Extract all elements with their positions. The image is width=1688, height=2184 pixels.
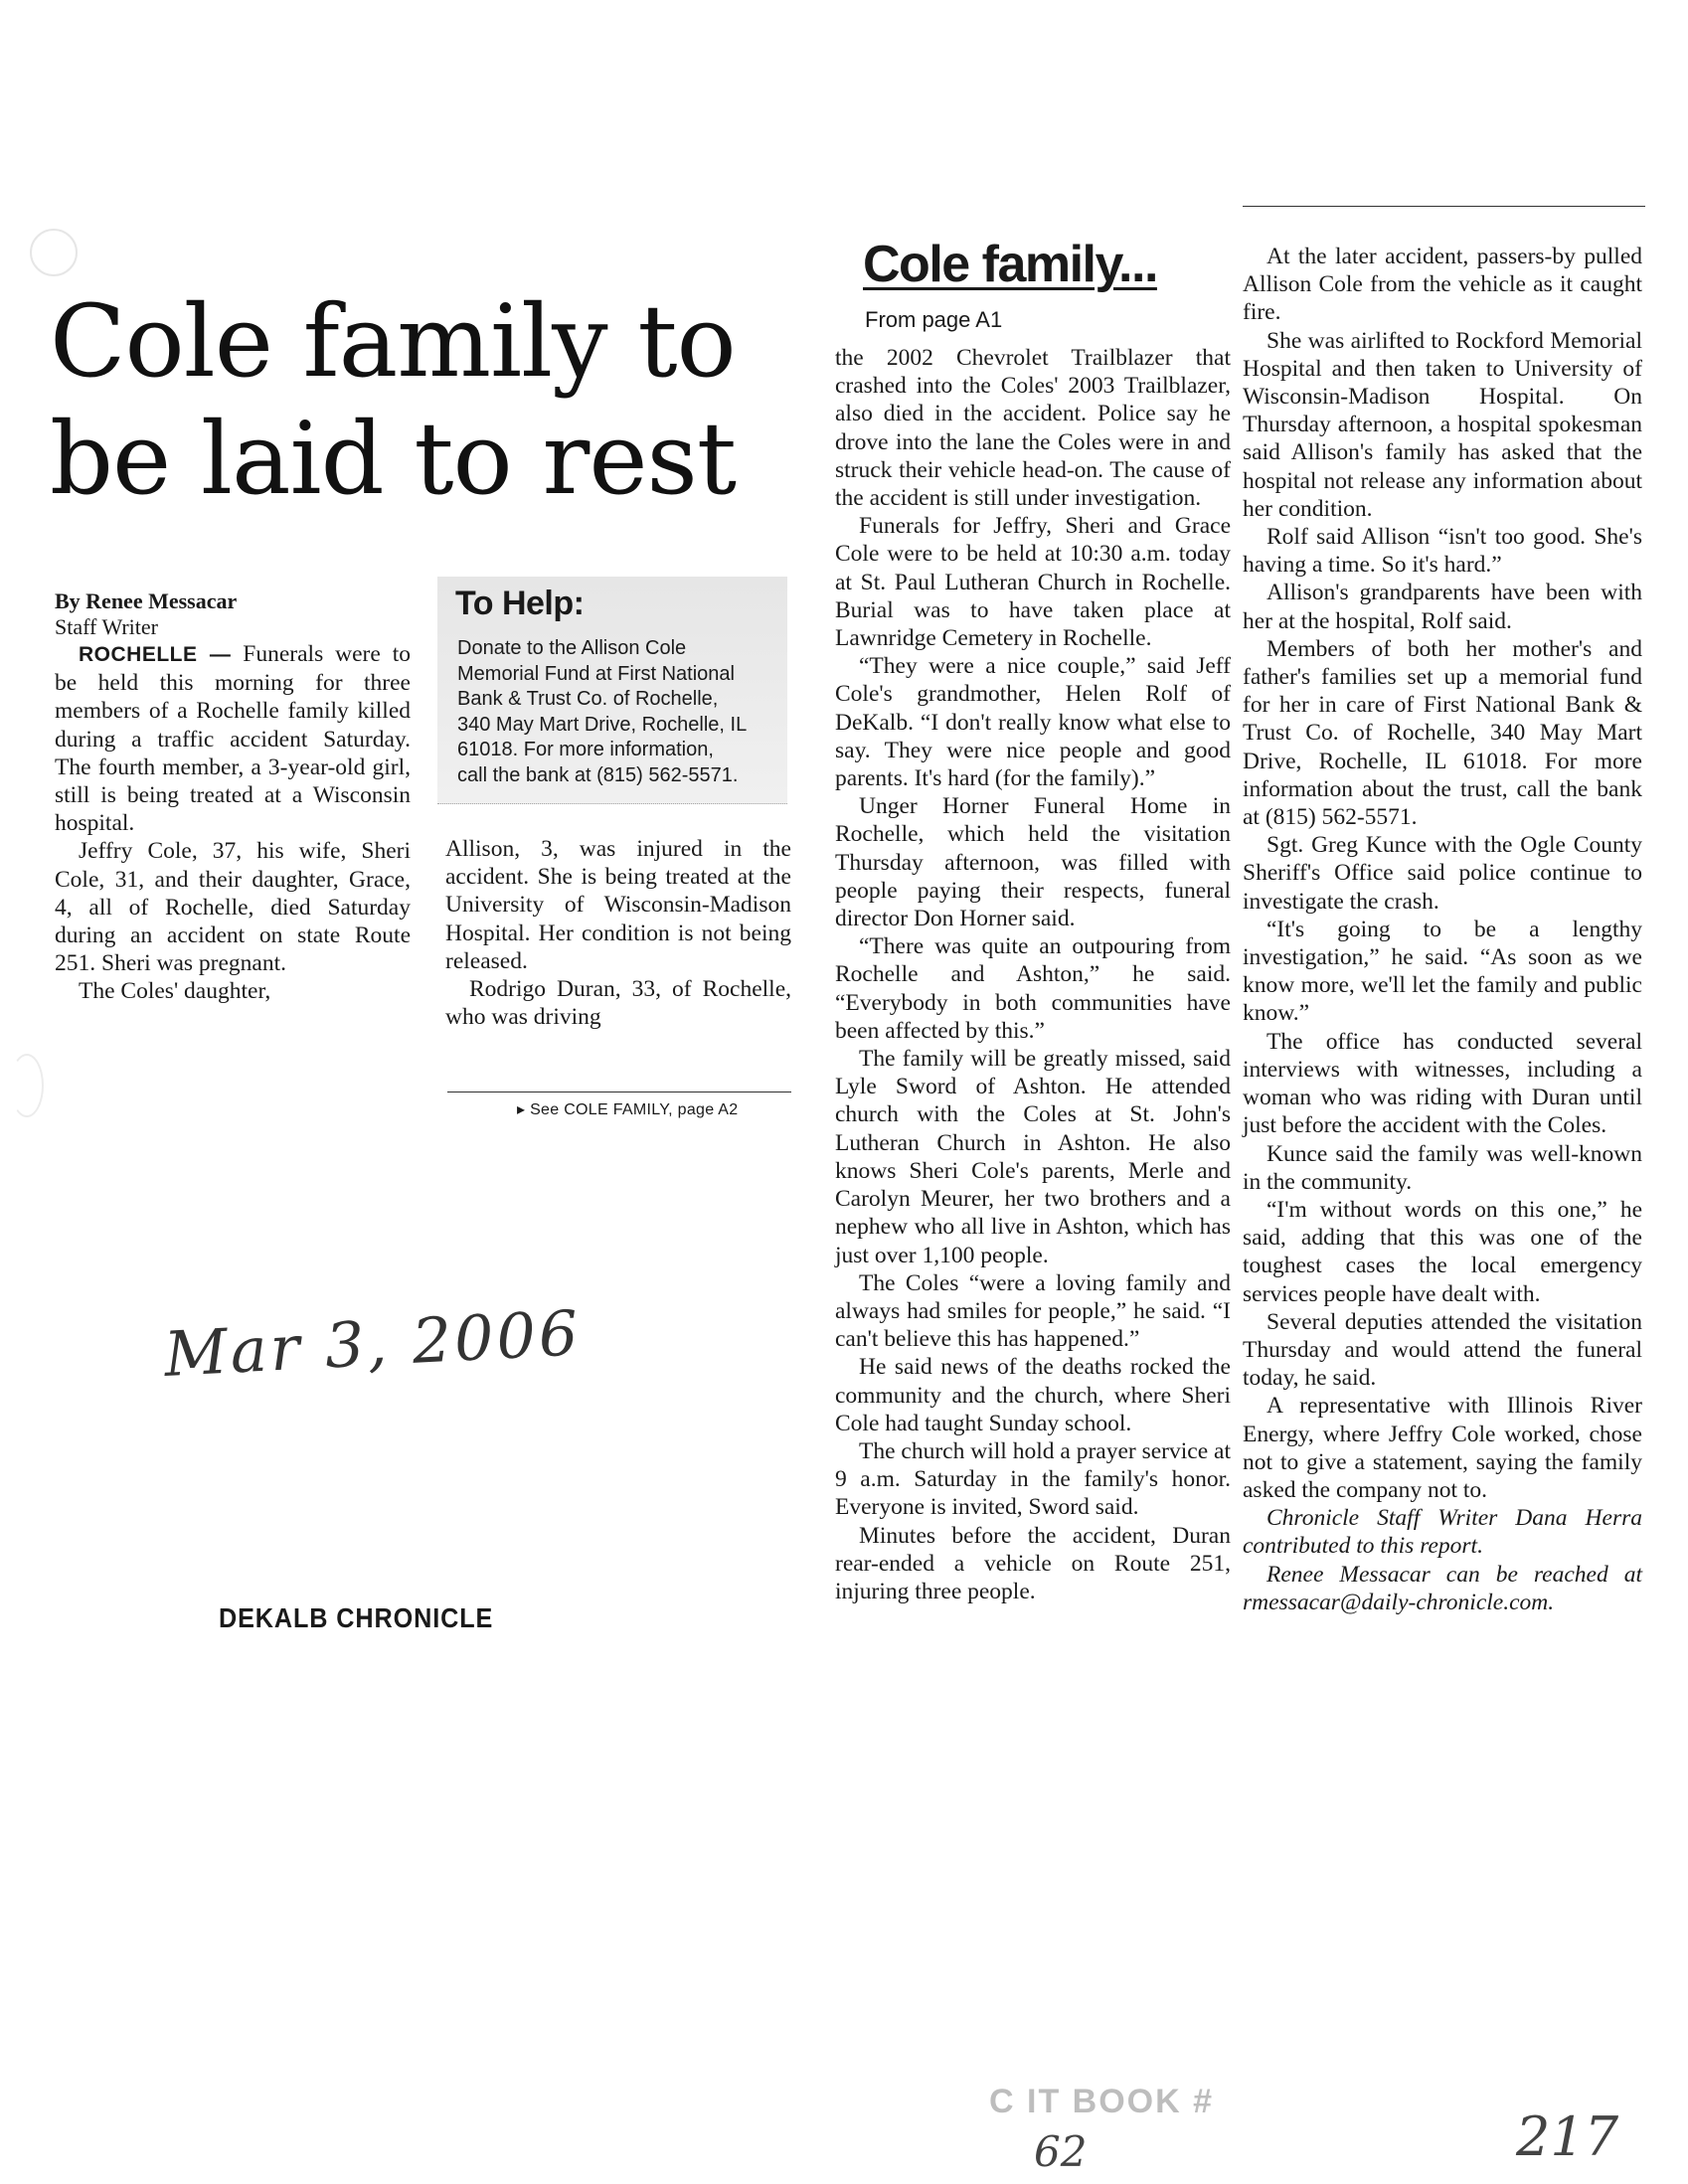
paragraph: “They were a nice couple,” said Jeff Cole's grandmother, Helen Rolf of DeKalb. “I don't really know what else to say. They were nice people and good parents. It's hard (for the family).” (835, 653, 1231, 792)
paragraph: Funerals for Jeffry, Sheri and Grace Cole were to be held at 10:30 a.m. today at St. Paul Lutheran Church in Rochelle. Burial was to have taken place at Lawnridge Cemetery in Rochelle. (835, 513, 1231, 652)
paragraph: “It's going to be a lengthy investigation,” he said. “As soon as we know more, we'll let the family and public know.” (1243, 916, 1642, 1027)
help-box (437, 577, 787, 804)
paragraph: Jeffry Cole, 37, his wife, Sheri Cole, 31, and their daughter, Grace, 4, all of Rochelle, died Saturday during an accident on state Route 251. Sheri was pregnant. (55, 838, 411, 977)
paragraph: The Coles' daughter, (79, 978, 271, 1005)
paragraph: The family will be greatly missed, said Lyle Sword of Ashton. He attended church with the Coles at St. John's Lutheran Church in Ashton. He also knows Sheri Cole's parents, Merle and Carolyn Meurer, her two brothers and a nephew who all live in Ashton, which has just over 1,100 people. (835, 1046, 1231, 1268)
credit-line: Renee Messacar can be reached at rmessacar@daily-chronicle.com. (1243, 1561, 1642, 1615)
newspaper-name: DEKALB CHRONICLE (219, 1602, 494, 1633)
paragraph: Kunce said the family was well-known in the community. (1243, 1140, 1642, 1195)
paragraph: Allison's grandparents have been with her at the hospital, Rolf said. (1243, 580, 1642, 634)
help-box-title: To Help: (455, 585, 585, 622)
help-box-text (457, 636, 775, 788)
paragraph: Rolf said Allison “isn't too good. She's having a time. So it's hard.” (1243, 524, 1642, 579)
paragraph: the 2002 Chevrolet Trailblazer that crashed into the Coles' 2003 Trailblazer, also died in the accident. Police say he drove into the lane the Coles were in and struck their vehicle head-on. The cause of the accident is still under investigation. (835, 345, 1231, 512)
paragraph: He said news of the deaths rocked the community and the church, where Sheri Cole had taught Sunday school. (835, 1354, 1231, 1436)
paragraph: “There was quite an outpouring from Rochelle and Ashton,” he said. “Everybody in both communities have been affected by this.” (835, 933, 1231, 1044)
paragraph: Sgt. Greg Kunce with the Ogle County Sheriff's Office said police continue to investigate the crash. (1243, 832, 1642, 915)
paragraph: She was airlifted to Rockford Memorial Hospital and then taken to University of Wisconsin-Madison Hospital. On Thursday afternoon, a hospital spokesman said Allison's family has asked that the hospital not release any information about her condition. (1243, 327, 1642, 522)
exhibit-stamp: C IT BOOK # (989, 2083, 1215, 2120)
help-line: call the bank at (815) 562-5571. (457, 763, 739, 786)
help-line: 61018. For more information, (457, 739, 714, 760)
article-column-3 (835, 344, 1231, 1605)
continuation-title: Cole family... (863, 236, 1157, 293)
credit-line: Chronicle Staff Writer Dana Herra contributed to this report. (1243, 1505, 1642, 1560)
paragraph: Unger Horner Funeral Home in Rochelle, which held the visitation Thursday afternoon, was filled with people paying their respects, funeral director Don Horner said. (835, 793, 1231, 932)
see-reference: ▸ See COLE FAMILY, page A2 (517, 1101, 739, 1118)
punch-hole (10, 1054, 44, 1117)
article-column-4 (1243, 243, 1642, 1616)
help-line: Donate to the Allison Cole (457, 637, 687, 659)
headline (50, 283, 805, 518)
handwritten-book-number: 62 (1034, 2127, 1088, 2176)
paragraph: “I'm without words on this one,” he said, adding that this was one of the toughest cases the local emergency services people have dealt with. (1243, 1196, 1642, 1307)
paragraph: Rodrigo Duran, 33, of Rochelle, who was driving (445, 976, 791, 1031)
article-column-1 (55, 588, 411, 1006)
paragraph: The church will hold a prayer service at 9 a.m. Saturday in the family's honor. Everyone is invited, Sword said. (835, 1437, 1231, 1521)
paragraph: The Coles “were a loving family and always had smiles for people,” he said. “I can't believe this has happened.” (835, 1269, 1231, 1353)
paragraph: A representative with Illinois River Energy, where Jeffry Cole worked, chose not to give a statement, saying the family asked the company not to. (1243, 1393, 1642, 1503)
paragraph: The office has conducted several interviews with witnesses, including a woman who was riding with Duran until just before the accident with the Coles. (1243, 1028, 1642, 1139)
continuation-source: From page A1 (865, 307, 1003, 332)
paragraph: Minutes before the accident, Duran rear-ended a vehicle on Route 251, injuring three people. (835, 1522, 1231, 1604)
handwritten-page-number: 217 (1516, 2105, 1619, 2168)
headline-line-2: be laid to rest (50, 401, 737, 517)
headline-line-1: Cole family to (50, 283, 736, 400)
byline-role: Staff Writer (55, 614, 158, 639)
byline: By Renee Messacar (55, 588, 238, 613)
punch-hole (30, 229, 78, 276)
help-line: 340 May Mart Drive, Rochelle, IL (457, 713, 748, 736)
paragraph: Allison, 3, was injured in the accident. She is being treated at the University of Wisconsin-Madison Hospital. Her condition is not being released. (445, 836, 791, 974)
dateline: ROCHELLE — (79, 643, 232, 666)
handwritten-date: Mar 3, 2006 (162, 1296, 584, 1391)
paragraph: Several deputies attended the visitation Thursday and would attend the funeral today, he said. (1243, 1308, 1642, 1392)
paragraph: At the later accident, passers-by pulled Allison Cole from the vehicle as it caught fire. (1243, 244, 1642, 326)
credit (1243, 1504, 1642, 1616)
article-column-2 (445, 835, 791, 1031)
help-line: Bank & Trust Co. of Rochelle, (457, 688, 719, 710)
paragraph: Members of both her mother's and father's families set up a memorial fund for her in care of First National Bank & Trust Co. of Rochelle, 340 May Mart Drive, Rochelle, IL 61018. For more information about the trust, call the bank at (815) 562-5571. (1243, 635, 1642, 831)
paragraph: Funerals were to be held this morning for three members of a Rochelle family killed during a traffic accident Saturday. The fourth member, a 3-year-old girl, still is being treated at a Wisconsin hospital. (55, 641, 411, 837)
divider (1243, 206, 1645, 207)
help-line: Memorial Fund at First National (457, 662, 735, 685)
